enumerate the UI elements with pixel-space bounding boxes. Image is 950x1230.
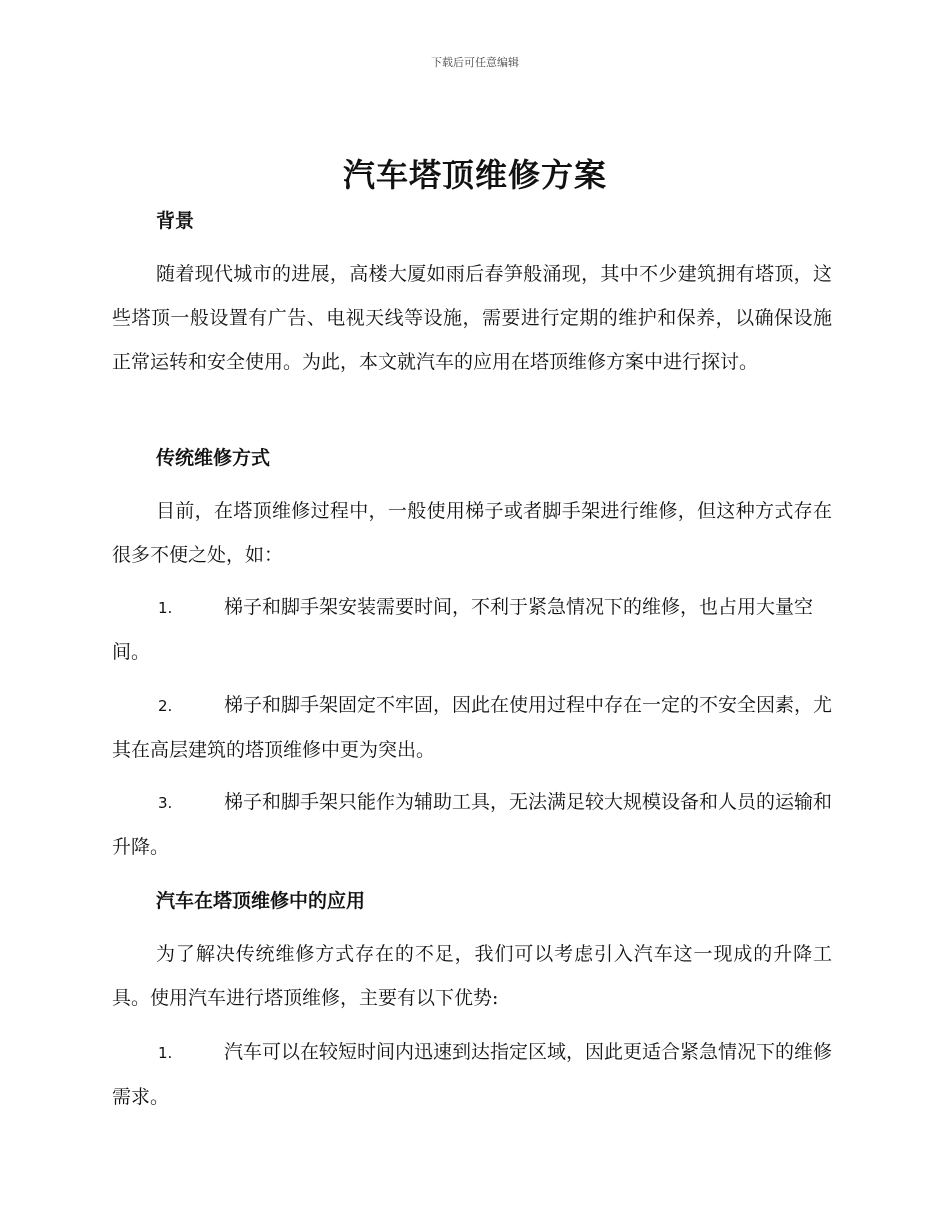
- list-text: 梯子和脚手架只能作为辅助工具，无法满足较大规模设备和人员的运输和升降。: [112, 791, 833, 858]
- list-number: 1.: [158, 1044, 173, 1062]
- list-text: 汽车可以在较短时间内迅速到达指定区域，因此更适合紧急情况下的维修需求。: [112, 1041, 833, 1108]
- list-number: 2.: [158, 697, 173, 715]
- header-note: 下载后可任意编辑: [431, 56, 519, 69]
- paragraph-background: 随着现代城市的进展，高楼大厦如雨后春笋般涌现，其中不少建筑拥有塔顶，这些塔顶一般设置有广告、电视天线等设施，需要进行定期的维护和保养，以确保设施正常运转和安全使用。为此，本文就汽车的应用在塔顶维修方案中进行探讨。: [112, 263, 832, 373]
- list-text: 梯子和脚手架固定不牢固，因此在使用过程中存在一定的不安全因素，尤其在高层建筑的塔顶维修中更为突出。: [112, 694, 833, 761]
- list-item: [112, 780, 832, 869]
- list-number: 1.: [158, 599, 173, 617]
- list-number: 3.: [158, 794, 173, 812]
- paragraph-traditional: 目前，在塔顶维修过程中，一般使用梯子或者脚手架进行维修，但这种方式存在很多不便之处，如：: [112, 500, 832, 566]
- section-heading-background: 背景: [156, 210, 195, 232]
- list-text: 梯子和脚手架安装需要时间，不利于紧急情况下的维修，也占用大量空间。: [112, 596, 814, 663]
- list-item: [112, 683, 832, 772]
- list-item: [112, 1030, 832, 1119]
- list-item: [112, 585, 832, 674]
- section-heading-application: 汽车在塔顶维修中的应用: [156, 890, 366, 912]
- section-heading-traditional: 传统维修方式: [156, 447, 271, 469]
- document-title: 汽车塔顶维修方案: [342, 156, 607, 194]
- paragraph-application: 为了解决传统维修方式存在的不足，我们可以考虑引入汽车这一现成的升降工具。使用汽车进行塔顶维修，主要有以下优势:: [112, 943, 832, 1009]
